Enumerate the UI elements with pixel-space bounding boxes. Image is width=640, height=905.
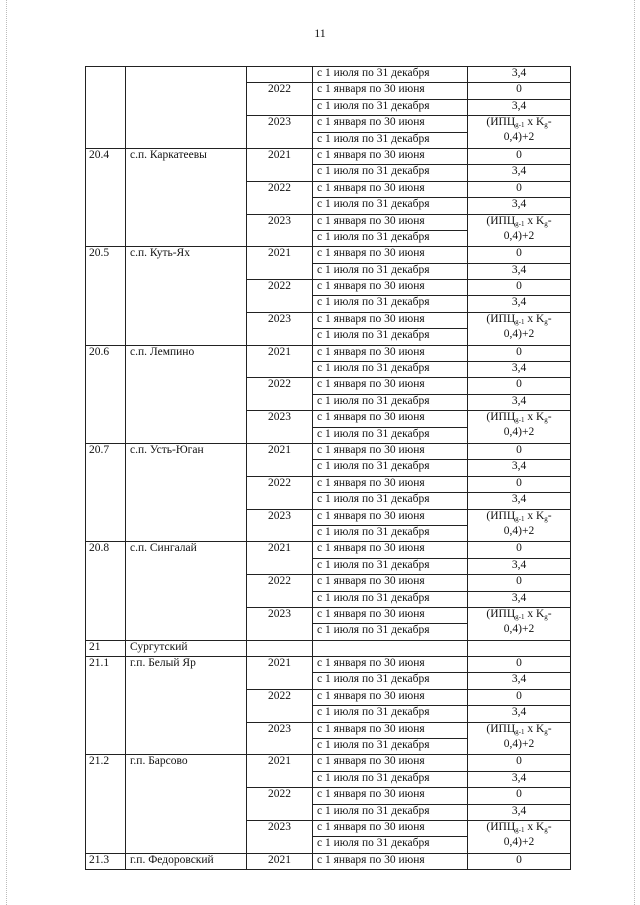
table-row <box>86 345 571 361</box>
formula-line1-end: - <box>547 607 552 620</box>
period-cell: с 1 июля по 31 декабря <box>313 624 468 640</box>
section-period-empty <box>313 640 468 656</box>
period-cell: с 1 июля по 31 декабря <box>313 771 468 787</box>
period-cell: с 1 января по 30 июня <box>313 312 468 328</box>
period-cell: с 1 июля по 31 декабря <box>313 296 468 312</box>
formula-mid: x K <box>524 607 545 620</box>
formula-line-2: 0,4)+2 <box>503 737 535 750</box>
rate-value: 3,4 <box>468 198 571 214</box>
period-cell: с 1 января по 30 июня <box>313 247 468 263</box>
rate-formula <box>468 312 571 345</box>
rate-value: 0 <box>468 83 571 99</box>
period-cell: с 1 июля по 31 декабря <box>313 394 468 410</box>
formula-sub-1: g-1 <box>515 416 525 425</box>
period-cell: с 1 января по 30 июня <box>313 820 468 836</box>
period-cell: с 1 января по 30 июня <box>313 83 468 99</box>
table-row <box>86 67 571 83</box>
settlement-name: г.п. Федоровский <box>126 853 247 869</box>
period-cell: с 1 июля по 31 декабря <box>313 673 468 689</box>
year-cell: 2023 <box>247 312 313 345</box>
formula-line-2: 0,4)+2 <box>503 229 535 242</box>
period-cell: с 1 января по 30 июня <box>313 607 468 623</box>
rate-formula <box>468 214 571 247</box>
formula-prefix: (ИПЦ <box>486 820 516 833</box>
year-cell: 2021 <box>247 657 313 690</box>
settlement-name: с.п. Усть-Юган <box>126 443 247 541</box>
period-cell: с 1 января по 30 июня <box>313 214 468 230</box>
period-cell: с 1 июля по 31 декабря <box>313 591 468 607</box>
rate-value: 0 <box>468 181 571 197</box>
formula-prefix: (ИПЦ <box>486 214 516 227</box>
table-row <box>86 755 571 771</box>
row-number <box>86 67 126 149</box>
section-number: 21 <box>86 640 126 656</box>
formula-sub-2: g <box>544 825 548 834</box>
rate-value: 3,4 <box>468 558 571 574</box>
rate-value: 3,4 <box>468 673 571 689</box>
settlement-name: с.п. Каркатеевы <box>126 148 247 246</box>
period-cell: с 1 июля по 31 декабря <box>313 198 468 214</box>
period-cell: с 1 июля по 31 декабря <box>313 804 468 820</box>
formula-sub-2: g <box>544 317 548 326</box>
formula-line1-end: - <box>547 214 552 227</box>
row-number: 20.5 <box>86 247 126 345</box>
formula-prefix: (ИПЦ <box>486 722 516 735</box>
formula-line1-end: - <box>547 411 552 424</box>
formula-mid: x K <box>524 411 545 424</box>
period-cell: с 1 июля по 31 декабря <box>313 362 468 378</box>
rate-formula <box>468 607 571 640</box>
year-cell: 2022 <box>247 476 313 509</box>
year-cell: 2022 <box>247 689 313 722</box>
year-cell: 2021 <box>247 443 313 476</box>
rate-value: 3,4 <box>468 706 571 722</box>
period-cell: с 1 января по 30 июня <box>313 148 468 164</box>
rate-value: 0 <box>468 378 571 394</box>
rate-value: 3,4 <box>468 591 571 607</box>
formula-sub-1: g-1 <box>515 121 525 130</box>
formula-prefix: (ИПЦ <box>486 312 516 325</box>
period-cell: с 1 июля по 31 декабря <box>313 132 468 148</box>
year-cell: 2023 <box>247 116 313 149</box>
rate-value: 0 <box>468 476 571 492</box>
rate-value: 3,4 <box>468 362 571 378</box>
formula-line1-end: - <box>547 116 552 129</box>
rate-value: 0 <box>468 755 571 771</box>
period-cell: с 1 января по 30 июня <box>313 345 468 361</box>
section-name: Сургутский <box>126 640 247 656</box>
rate-value: 0 <box>468 853 571 869</box>
period-cell: с 1 июля по 31 декабря <box>313 706 468 722</box>
section-value-empty <box>468 640 571 656</box>
rate-formula <box>468 509 571 542</box>
period-cell: с 1 января по 30 июня <box>313 443 468 459</box>
rate-value: 0 <box>468 542 571 558</box>
rate-formula <box>468 722 571 755</box>
settlement-name: с.п. Лемпино <box>126 345 247 443</box>
section-header-row <box>86 640 571 656</box>
period-cell: с 1 января по 30 июня <box>313 657 468 673</box>
formula-prefix: (ИПЦ <box>486 116 516 129</box>
period-cell: с 1 января по 30 июня <box>313 280 468 296</box>
row-number: 21.3 <box>86 853 126 869</box>
rate-value: 3,4 <box>468 67 571 83</box>
formula-line-2: 0,4)+2 <box>503 524 535 537</box>
formula-mid: x K <box>524 509 545 522</box>
period-cell: с 1 июля по 31 декабря <box>313 493 468 509</box>
rate-value: 3,4 <box>468 165 571 181</box>
formula-line1-end: - <box>547 312 552 325</box>
rate-value: 3,4 <box>468 771 571 787</box>
period-cell: с 1 января по 30 июня <box>313 509 468 525</box>
formula-sub-1: g-1 <box>515 514 525 523</box>
formula-sub-1: g-1 <box>515 219 525 228</box>
year-cell <box>247 67 313 83</box>
rate-value: 3,4 <box>468 804 571 820</box>
period-cell: с 1 июля по 31 декабря <box>313 165 468 181</box>
rate-value: 3,4 <box>468 493 571 509</box>
formula-sub-2: g <box>544 727 548 736</box>
period-cell: с 1 января по 30 июня <box>313 575 468 591</box>
rate-value: 3,4 <box>468 394 571 410</box>
period-cell: с 1 июля по 31 декабря <box>313 230 468 246</box>
period-cell: с 1 января по 30 июня <box>313 542 468 558</box>
rate-value: 3,4 <box>468 99 571 115</box>
rate-value: 3,4 <box>468 460 571 476</box>
table-row <box>86 657 571 673</box>
period-cell: с 1 июля по 31 декабря <box>313 99 468 115</box>
formula-line-2: 0,4)+2 <box>503 131 535 144</box>
year-cell: 2022 <box>247 575 313 608</box>
year-cell: 2022 <box>247 788 313 821</box>
row-number: 20.7 <box>86 443 126 541</box>
rate-value: 0 <box>468 345 571 361</box>
period-cell: с 1 января по 30 июня <box>313 181 468 197</box>
formula-sub-1: g-1 <box>515 825 525 834</box>
rate-formula <box>468 411 571 444</box>
page-number: 11 <box>314 26 326 40</box>
formula-line1-end: - <box>547 820 552 833</box>
year-cell: 2022 <box>247 280 313 313</box>
year-cell: 2022 <box>247 83 313 116</box>
period-cell: с 1 июля по 31 декабря <box>313 329 468 345</box>
year-cell: 2023 <box>247 214 313 247</box>
period-cell: с 1 января по 30 июня <box>313 722 468 738</box>
year-cell: 2021 <box>247 247 313 280</box>
period-cell: с 1 июля по 31 декабря <box>313 67 468 83</box>
row-number: 20.4 <box>86 148 126 246</box>
formula-prefix: (ИПЦ <box>486 607 516 620</box>
year-cell: 2021 <box>247 148 313 181</box>
table-row <box>86 853 571 869</box>
settlement-name: с.п. Сингалай <box>126 542 247 640</box>
tariff-table <box>85 66 571 870</box>
formula-mid: x K <box>524 312 545 325</box>
formula-mid: x K <box>524 820 545 833</box>
row-number: 21.2 <box>86 755 126 853</box>
formula-prefix: (ИПЦ <box>486 411 516 424</box>
row-number: 20.8 <box>86 542 126 640</box>
period-cell: с 1 января по 30 июня <box>313 755 468 771</box>
period-cell: с 1 июля по 31 декабря <box>313 427 468 443</box>
year-cell: 2021 <box>247 345 313 378</box>
rate-value: 3,4 <box>468 296 571 312</box>
year-cell: 2021 <box>247 853 313 869</box>
table-row <box>86 542 571 558</box>
period-cell: с 1 июля по 31 декабря <box>313 558 468 574</box>
year-cell: 2021 <box>247 542 313 575</box>
settlement-name: г.п. Барсово <box>126 755 247 853</box>
year-cell: 2022 <box>247 181 313 214</box>
row-number: 21.1 <box>86 657 126 755</box>
formula-mid: x K <box>524 116 545 129</box>
formula-sub-2: g <box>544 219 548 228</box>
year-cell: 2021 <box>247 755 313 788</box>
formula-line-2: 0,4)+2 <box>503 426 535 439</box>
settlement-name <box>126 67 247 149</box>
rate-value: 0 <box>468 689 571 705</box>
formula-mid: x K <box>524 722 545 735</box>
rate-value: 0 <box>468 788 571 804</box>
year-cell: 2023 <box>247 722 313 755</box>
formula-line-2: 0,4)+2 <box>503 622 535 635</box>
rate-value: 0 <box>468 575 571 591</box>
rate-value: 0 <box>468 148 571 164</box>
rate-value: 3,4 <box>468 263 571 279</box>
period-cell: с 1 июля по 31 декабря <box>313 460 468 476</box>
section-year-empty <box>247 640 313 656</box>
formula-sub-1: g-1 <box>515 727 525 736</box>
period-cell: с 1 июля по 31 декабря <box>313 837 468 853</box>
period-cell: с 1 января по 30 июня <box>313 378 468 394</box>
year-cell: 2023 <box>247 607 313 640</box>
formula-prefix: (ИПЦ <box>486 509 516 522</box>
rate-value: 0 <box>468 247 571 263</box>
formula-sub-1: g-1 <box>515 612 525 621</box>
period-cell: с 1 июля по 31 декабря <box>313 263 468 279</box>
year-cell: 2022 <box>247 378 313 411</box>
settlement-name: с.п. Куть-Ях <box>126 247 247 345</box>
rate-value: 0 <box>468 657 571 673</box>
rate-formula <box>468 820 571 853</box>
formula-mid: x K <box>524 214 545 227</box>
rate-value: 0 <box>468 280 571 296</box>
period-cell: с 1 июля по 31 декабря <box>313 525 468 541</box>
formula-line-2: 0,4)+2 <box>503 835 535 848</box>
rate-value: 0 <box>468 443 571 459</box>
formula-sub-2: g <box>544 416 548 425</box>
row-number: 20.6 <box>86 345 126 443</box>
period-cell: с 1 января по 30 июня <box>313 689 468 705</box>
period-cell: с 1 июля по 31 декабря <box>313 739 468 755</box>
period-cell: с 1 января по 30 июня <box>313 788 468 804</box>
formula-line1-end: - <box>547 722 552 735</box>
table-row <box>86 247 571 263</box>
formula-sub-2: g <box>544 121 548 130</box>
scan-edge-right <box>634 0 635 905</box>
period-cell: с 1 января по 30 июня <box>313 476 468 492</box>
table-row <box>86 148 571 164</box>
formula-sub-2: g <box>544 514 548 523</box>
formula-sub-2: g <box>544 612 548 621</box>
period-cell: с 1 января по 30 июня <box>313 411 468 427</box>
year-cell: 2023 <box>247 411 313 444</box>
period-cell: с 1 января по 30 июня <box>313 116 468 132</box>
settlement-name: г.п. Белый Яр <box>126 657 247 755</box>
formula-line-2: 0,4)+2 <box>503 327 535 340</box>
year-cell: 2023 <box>247 820 313 853</box>
formula-line1-end: - <box>547 509 552 522</box>
year-cell: 2023 <box>247 509 313 542</box>
table-row <box>86 443 571 459</box>
period-cell: с 1 января по 30 июня <box>313 853 468 869</box>
formula-sub-1: g-1 <box>515 317 525 326</box>
scan-edge-left <box>6 0 7 905</box>
rate-formula <box>468 116 571 149</box>
